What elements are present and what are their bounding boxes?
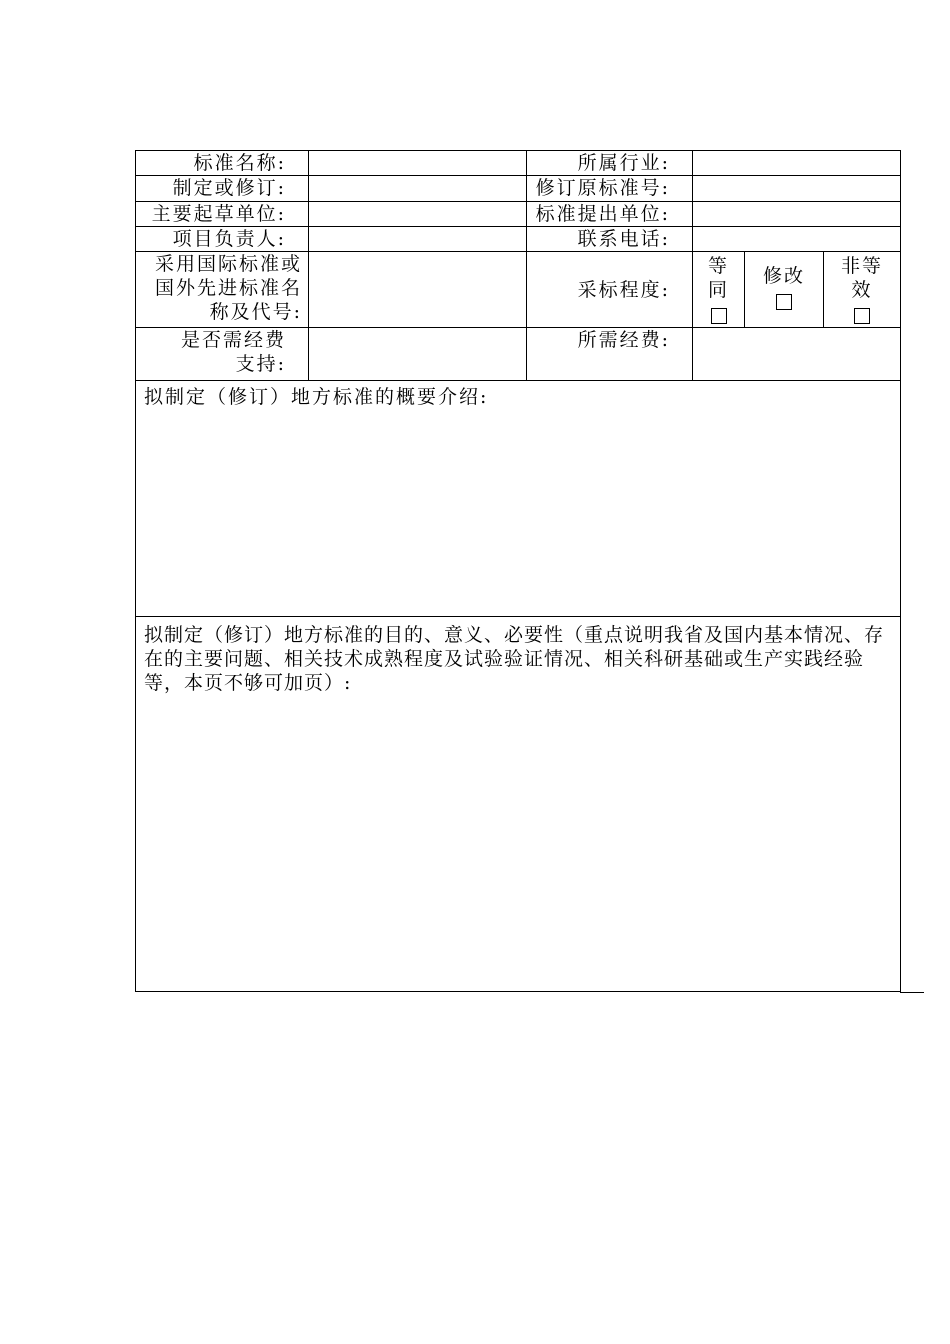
funding-amount-label: 所需经费: [527, 328, 693, 381]
adoption-degree-label: 采标程度: [527, 252, 693, 328]
make-or-revise-field[interactable] [309, 176, 527, 202]
funding-needed-label: 是否需经费支持: [136, 328, 309, 381]
standard-application-form [135, 150, 901, 992]
adoption-option-identical[interactable] [693, 252, 745, 328]
adoption-nonequivalent-checkbox[interactable] [854, 308, 870, 324]
intl-standard-field[interactable] [309, 252, 527, 328]
adoption-modified-checkbox[interactable] [776, 294, 792, 310]
table-tail-line [900, 992, 924, 993]
adoption-option-modified[interactable] [745, 252, 824, 328]
funding-amount-field[interactable] [693, 328, 901, 381]
industry-field[interactable] [693, 151, 901, 176]
adoption-option-identical-label: 等同 [707, 254, 729, 301]
intl-standard-label-text: 采用国际标准或国外先进标准名称及代号: [154, 253, 302, 323]
purpose-label: 拟制定（修订）地方标准的目的、意义、必要性（重点说明我省及国内基本情况、存在的主要问题、相关技术成熟程度及试验验证情况、相关科研基础或生产实践经验等，本页不够可加页）: [144, 624, 885, 694]
project-leader-field[interactable] [309, 227, 527, 252]
adoption-identical-checkbox[interactable] [711, 308, 727, 324]
original-standard-no-field[interactable] [693, 176, 901, 202]
adoption-option-nonequivalent[interactable] [824, 252, 901, 328]
original-standard-no-label: 修订原标准号: [527, 176, 693, 202]
summary-label: 拟制定（修订）地方标准的概要介绍: [144, 386, 489, 408]
standard-name-label: 标准名称: [136, 151, 309, 176]
funding-needed-field[interactable] [309, 328, 527, 381]
make-or-revise-label: 制定或修订: [136, 176, 309, 202]
contact-phone-field[interactable] [693, 227, 901, 252]
drafting-unit-label: 主要起草单位: [136, 202, 309, 227]
industry-label: 所属行业: [527, 151, 693, 176]
intl-standard-label [136, 252, 309, 328]
project-leader-label: 项目负责人: [136, 227, 309, 252]
proposing-unit-label: 标准提出单位: [527, 202, 693, 227]
proposing-unit-field[interactable] [693, 202, 901, 227]
adoption-option-modified-label: 修改 [762, 265, 805, 287]
standard-name-field[interactable] [309, 151, 527, 176]
drafting-unit-field[interactable] [309, 202, 527, 227]
purpose-section[interactable] [136, 617, 901, 992]
summary-section[interactable] [136, 381, 901, 617]
adoption-option-nonequivalent-label: 非等效 [841, 254, 884, 301]
contact-phone-label: 联系电话: [527, 227, 693, 252]
